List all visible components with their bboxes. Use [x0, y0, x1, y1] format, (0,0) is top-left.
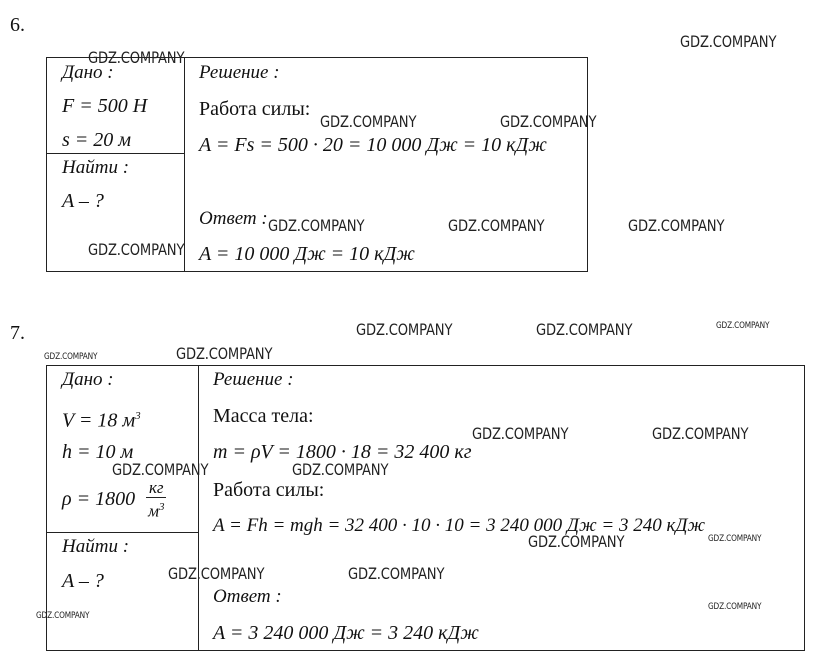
watermark: GDZ.COMPANY: [348, 564, 445, 583]
problem-7-given-density: ρ = 1800 $\frac{кг}{м^3}$: [62, 478, 165, 521]
watermark: GDZ.COMPANY: [628, 216, 725, 235]
problem-6-solution-label: Решение :: [199, 62, 280, 83]
watermark: GDZ.COMPANY: [292, 460, 389, 479]
watermark: GDZ.COMPANY: [268, 216, 365, 235]
problem-6-divider-horizontal: [46, 153, 184, 154]
watermark: GDZ.COMPANY: [168, 564, 265, 583]
problem-7-find-value: A – ?: [62, 570, 104, 592]
problem-6-find-label: Найти :: [62, 157, 130, 178]
watermark: GDZ.COMPANY: [680, 32, 777, 51]
problem-7-given-volume: V = 18 $м^3$: [62, 409, 141, 432]
watermark: GDZ.COMPANY: [472, 424, 569, 443]
watermark: GDZ.COMPANY: [708, 602, 762, 612]
problem-6-find-value: A – ?: [62, 190, 104, 212]
watermark: GDZ.COMPANY: [112, 460, 209, 479]
watermark: GDZ.COMPANY: [652, 424, 749, 443]
problem-6-work-formula: A = Fs = 500 · 20 = 10 000 Дж = 10 кДж: [199, 134, 547, 156]
problem-6-number: 6.: [10, 14, 25, 36]
watermark: GDZ.COMPANY: [448, 216, 545, 235]
problem-7-mass-text: Масса тела:: [213, 405, 314, 427]
problem-7-find-label: Найти :: [62, 536, 130, 557]
problem-6-given-distance: s = 20 м: [62, 129, 132, 151]
problem-7-number: 7.: [10, 322, 25, 344]
problem-7-given-label: Дано :: [62, 369, 114, 390]
watermark: GDZ.COMPANY: [36, 611, 90, 621]
watermark: GDZ.COMPANY: [176, 344, 273, 363]
problem-6-answer-label: Ответ :: [199, 208, 268, 229]
watermark: GDZ.COMPANY: [500, 112, 597, 131]
problem-7-answer: A = 3 240 000 Дж = 3 240 кДж: [213, 622, 479, 644]
watermark: GDZ.COMPANY: [88, 240, 185, 259]
problem-6-work-text: Работа силы:: [199, 98, 311, 120]
watermark: GDZ.COMPANY: [536, 320, 633, 339]
problem-7-given-height: h = 10 м: [62, 441, 134, 463]
problem-7-work-text: Работа силы:: [213, 479, 325, 501]
watermark: GDZ.COMPANY: [528, 532, 625, 551]
watermark: GDZ.COMPANY: [320, 112, 417, 131]
watermark: GDZ.COMPANY: [356, 320, 453, 339]
problem-6-given-label: Дано :: [62, 62, 114, 83]
watermark: GDZ.COMPANY: [88, 48, 185, 67]
watermark: GDZ.COMPANY: [716, 321, 770, 331]
problem-7-answer-label: Ответ :: [213, 586, 282, 607]
density-unit-fraction: $\frac{кг}{м^3}$: [148, 478, 165, 521]
problem-6-given-force: F = 500 Н: [62, 95, 148, 117]
problem-7-work-formula: A = Fh = mgh = 32 400 · 10 · 10 = 3 240 000 Дж = 3 240 кДж: [213, 515, 706, 536]
problem-6-answer: A = 10 000 Дж = 10 кДж: [199, 243, 415, 265]
watermark: GDZ.COMPANY: [708, 534, 762, 544]
problem-7-divider-vertical: [198, 365, 199, 651]
problem-7-mass-formula: m = ρV = 1800 · 18 = 32 400 кг: [213, 441, 472, 463]
problem-7-solution-label: Решение :: [213, 369, 294, 390]
problem-7-divider-horizontal: [46, 532, 198, 533]
watermark: GDZ.COMPANY: [44, 352, 98, 362]
